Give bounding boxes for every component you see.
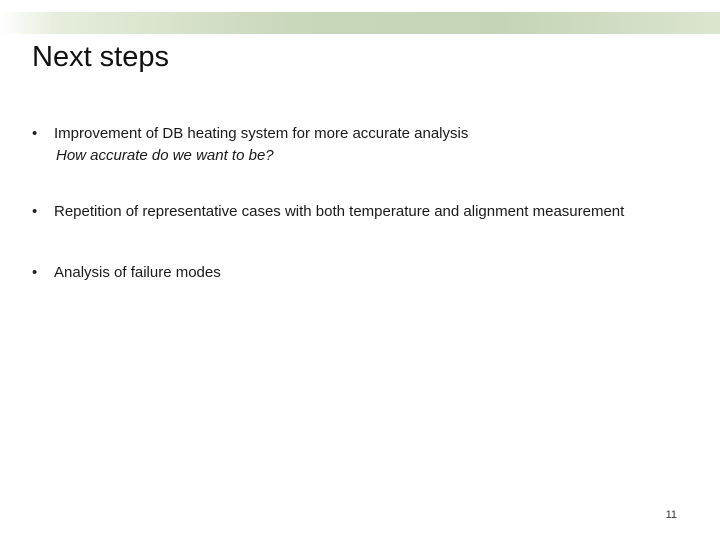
bullet-text: Analysis of failure modes — [54, 264, 221, 281]
bullet-item-2 — [32, 201, 624, 223]
bullet-icon: • — [32, 125, 38, 142]
bullet-subtext: How accurate do we want to be? — [56, 147, 274, 164]
header-band — [0, 12, 720, 34]
bullet-text: Improvement of DB heating system for more accurate analysis — [54, 125, 469, 142]
bullet-icon: • — [32, 203, 38, 220]
bullet-icon: • — [32, 264, 38, 281]
bullet-text: Repetition of representative cases with both temperature and alignment measurement — [54, 203, 625, 220]
bullet-content — [54, 123, 468, 167]
bullet-item-3 — [32, 262, 221, 284]
page-number: 11 — [665, 509, 677, 521]
slide-title: Next steps — [32, 41, 169, 73]
bullet-item-1 — [32, 123, 468, 167]
